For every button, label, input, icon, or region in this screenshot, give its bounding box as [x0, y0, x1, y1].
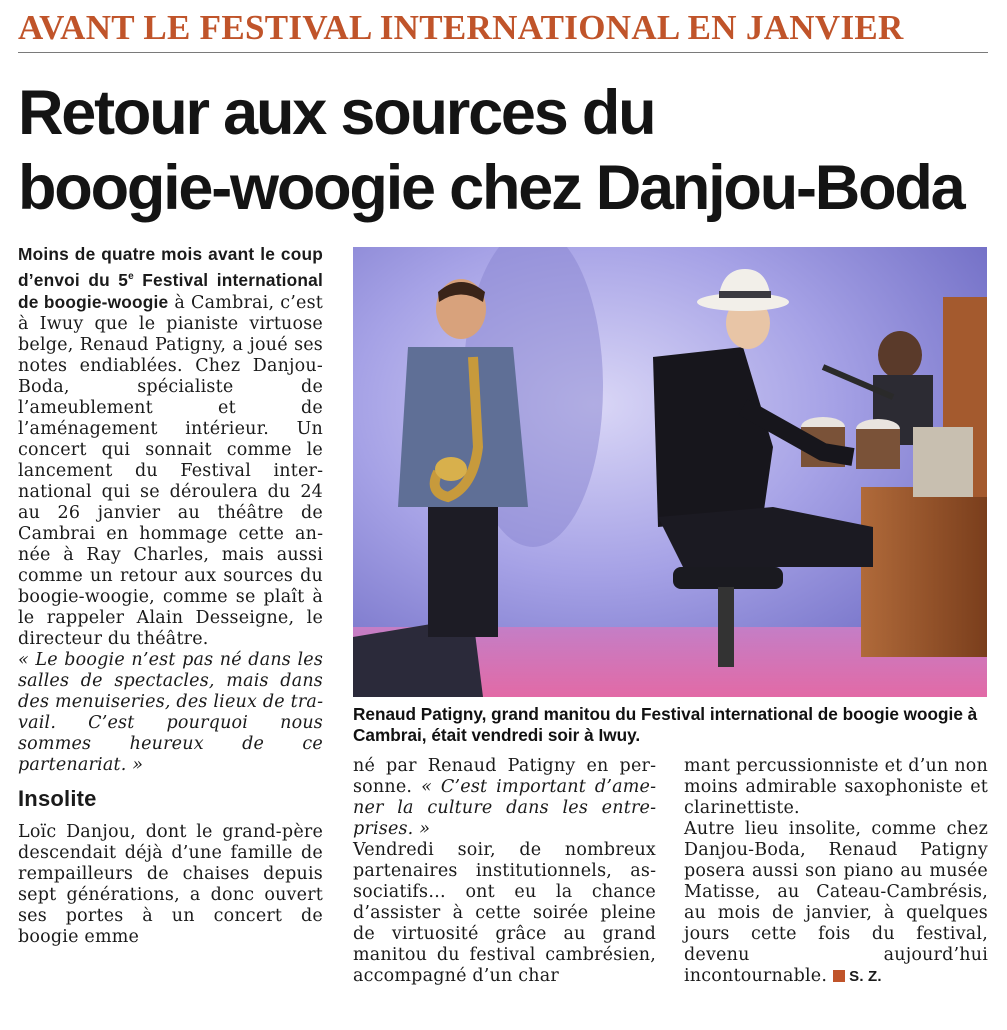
headline-line-1: Retour aux sources du [18, 78, 655, 148]
quote-danjou: « C’est important d’amener la culture dans les entreprises. » [353, 777, 656, 839]
author-signature: S. Z. [849, 968, 882, 985]
photo-caption: Renaud Patigny, grand manitou du Festival international de boogie woogie à Cambrai, était vendredi soir à Iwuy. [353, 704, 978, 745]
col3-paragraph-1: mant percussionniste et d’un non moins admirable saxophoniste et clarinettiste. [684, 756, 988, 818]
body-paragraph-2: Loïc Danjou, dont le grand-père descendait déjà d’une famille de rempailleurs de chaises depuis sept générations, a donc ouvert ses portes à un concert de boogie emme [18, 821, 323, 947]
headline-line-2: boogie-woogie chez Danjou-Boda [18, 153, 964, 223]
subhead-insolite: Insolite [18, 785, 97, 811]
end-square-icon [833, 970, 845, 982]
col3-paragraph-2 [684, 819, 988, 987]
col2-text-a: né par Renaud Patigny en personne. [353, 756, 656, 797]
column-2 [353, 756, 656, 987]
intro-paragraph [18, 244, 323, 650]
concert-photo-illustration [353, 247, 987, 697]
quote-desseigne: « Le boogie n’est pas né dans les salles de spectacles, mais dans des menuiseries, des lieux de travail. C’est pourquoi nous sommes heureux de ce partenariat. » [18, 649, 323, 775]
col3-text-b: Autre lieu insolite, comme chez Danjou-Boda, Renaud Patigny posera aussi son piano au musée Matisse, au Cateau-Cambrésis, au mois de janvier, à quelques jours cette fois du festival, devenu aujourd’hui incontournable. [684, 819, 988, 986]
lead-part-a: Moins de quatre mois avant le coup d’envoi du 5 [18, 244, 323, 290]
intro-text: à Cambrai, c’est à Iwuy que le pianiste virtuose belge, Renaud Patigny, a joué ses notes endiablées. Chez Danjou-Boda, spécialiste de l’ameublement et de l’aménagement intérieur. Un concert qui sonnait comme le lancement du Festival international qui se déroulera du 24 au 26 janvier au théâtre de Cambrai en hommage cette année à Ray Charles, mais aussi comme un retour aux sources du boogie-woogie, comme se plaît à le rappeler Alain Desseigne, le directeur du théâtre. [18, 292, 323, 649]
headline [18, 76, 993, 226]
kicker: AVANT LE FESTIVAL INTERNATIONAL EN JANVIER [18, 8, 904, 47]
kicker-rule [18, 52, 988, 53]
lead-superscript: e [128, 271, 134, 282]
concert-photo [353, 247, 987, 697]
column-1 [18, 244, 323, 948]
lead-part-b: Festival international de boogie-woogie [18, 269, 323, 312]
col2-paragraph-2: Vendredi soir, de nombreux partenaires institutionnels, associatifs… ont eu la chance d’assister à cette soirée pleine de virtuosité grâce au grand manitou du festival cambrésien, accompagné d’un char [353, 840, 656, 986]
column-3 [684, 756, 988, 987]
col2-paragraph-1 [353, 756, 656, 840]
